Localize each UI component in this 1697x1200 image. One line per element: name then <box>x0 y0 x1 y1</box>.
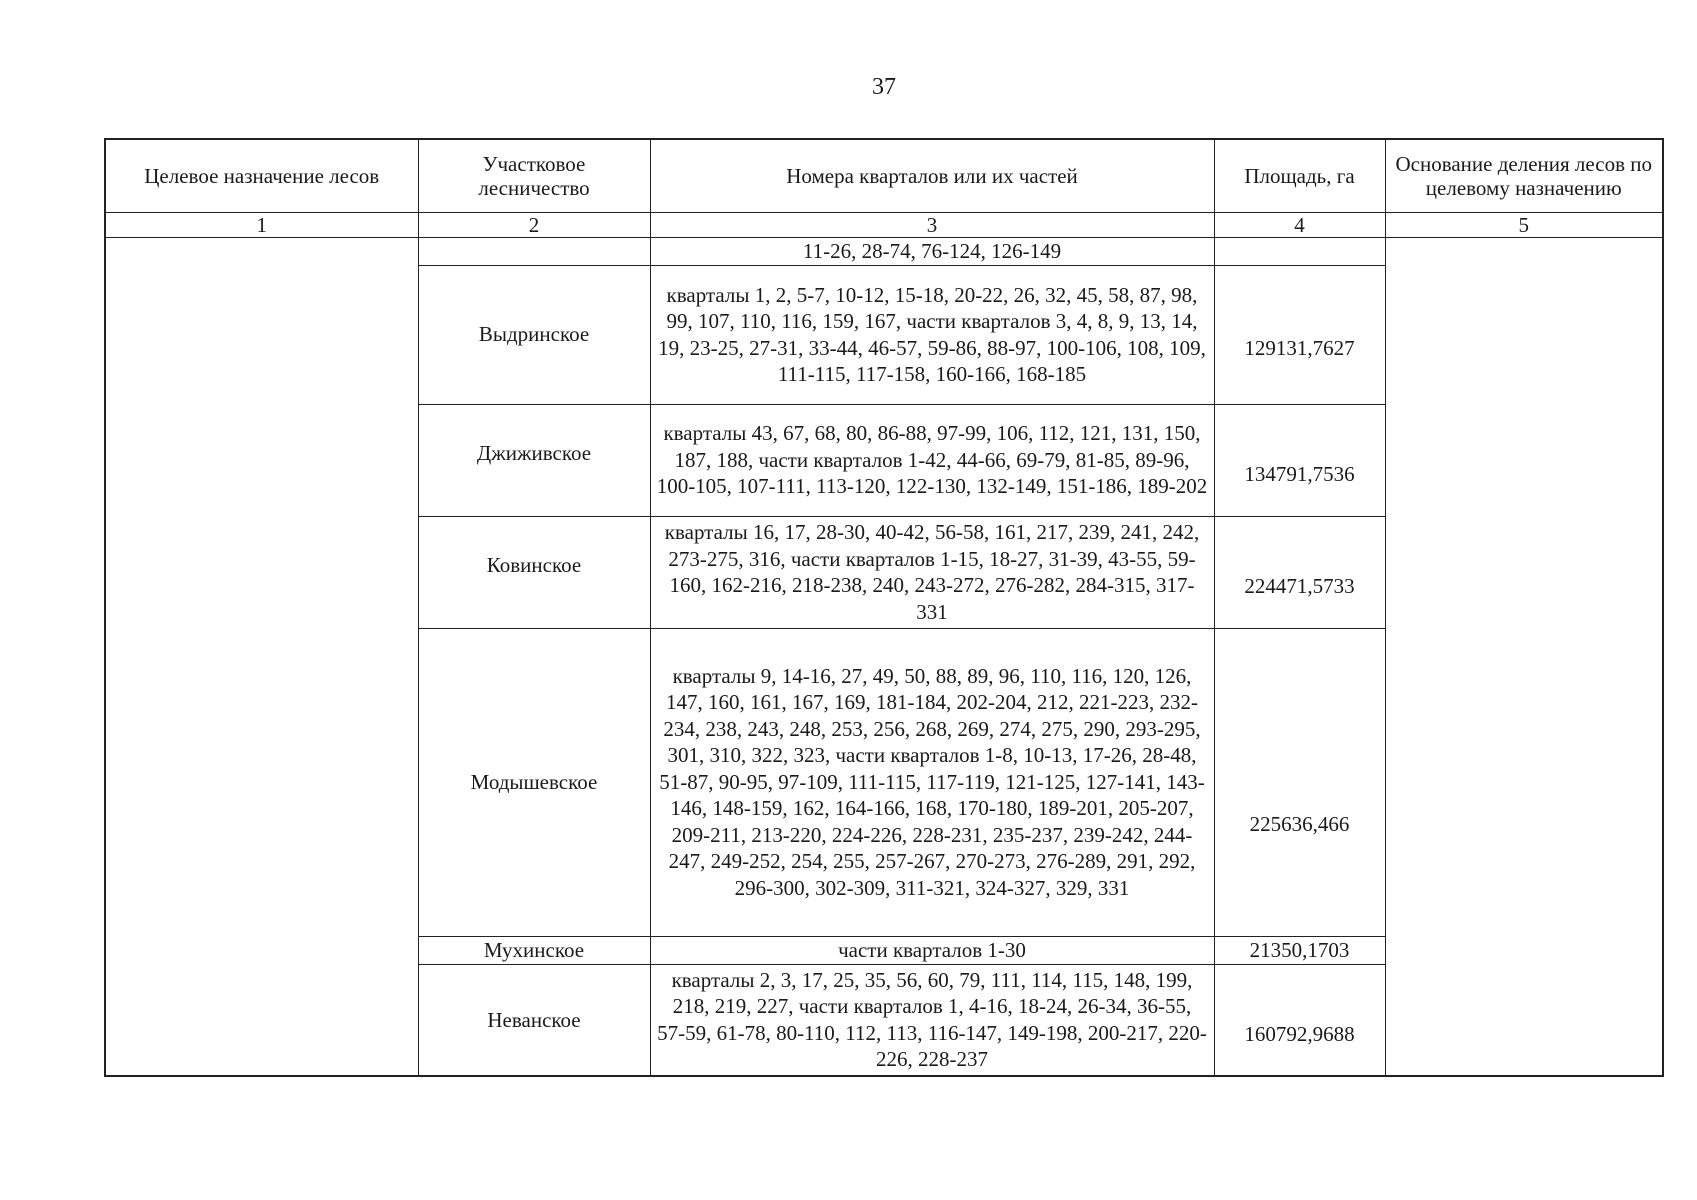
quarters-cell: кварталы 43, 67, 68, 80, 86-88, 97-99, 106, 112, 121, 131, 150, 187, 188, части кварталов 1-42, 44-66, 69-79, 81-85, 89-96, 100-105, 107-111, 113-120, 122-130, 132-149, 151-186, 189-202 <box>650 404 1214 516</box>
area-cell <box>1214 238 1385 266</box>
header-forestry: Участковое лесничество <box>418 139 650 213</box>
column-number-5: 5 <box>1385 213 1663 238</box>
basis-cell <box>1385 238 1663 1077</box>
forest-purpose-table <box>104 138 1664 1077</box>
forestry-cell <box>418 238 650 266</box>
area-cell: 129131,7627 <box>1214 265 1385 404</box>
quarters-cell: кварталы 2, 3, 17, 25, 35, 56, 60, 79, 111, 114, 115, 148, 199, 218, 219, 227, части кварталов 1, 4-16, 18-24, 26-34, 36-55, 57-59, 61-78, 80-110, 112, 113, 116-147, 149-198, 200-217, 220-226, 228-237 <box>650 964 1214 1076</box>
forestry-cell: Модышевское <box>418 628 650 936</box>
area-cell: 160792,9688 <box>1214 964 1385 1076</box>
table-row <box>105 238 1663 266</box>
area-cell: 225636,466 <box>1214 628 1385 936</box>
quarters-cell: кварталы 1, 2, 5-7, 10-12, 15-18, 20-22, 26, 32, 45, 58, 87, 98, 99, 107, 110, 116, 159, 167, части кварталов 3, 4, 8, 9, 13, 14, 19, 23-25, 27-31, 33-44, 46-57, 59-86, 88-97, 100-106, 108, 109, 111-115, 117-158, 160-166, 168-185 <box>650 265 1214 404</box>
area-cell: 134791,7536 <box>1214 404 1385 516</box>
forestry-cell: Ковинское <box>418 516 650 628</box>
header-basis: Основание деления лесов по целевому назначению <box>1385 139 1663 213</box>
area-cell: 224471,5733 <box>1214 516 1385 628</box>
forestry-cell: Выдринское <box>418 265 650 404</box>
quarters-cell: кварталы 16, 17, 28-30, 40-42, 56-58, 161, 217, 239, 241, 242, 273-275, 316, части кварталов 1-15, 18-27, 31-39, 43-55, 59-160, 162-216, 218-238, 240, 243-272, 276-282, 284-315, 317-331 <box>650 516 1214 628</box>
header-area: Площадь, га <box>1214 139 1385 213</box>
page-number: 37 <box>872 74 896 100</box>
header-row <box>105 139 1663 213</box>
area-cell: 21350,1703 <box>1214 936 1385 964</box>
quarters-cell: части кварталов 1-30 <box>650 936 1214 964</box>
quarters-cell: 11-26, 28-74, 76-124, 126-149 <box>650 238 1214 266</box>
forestry-cell: Мухинское <box>418 936 650 964</box>
column-number-row <box>105 213 1663 238</box>
forestry-cell: Неванское <box>418 964 650 1076</box>
purpose-cell <box>105 238 418 1077</box>
column-number-2: 2 <box>418 213 650 238</box>
column-number-4: 4 <box>1214 213 1385 238</box>
header-purpose: Целевое назначение лесов <box>105 139 418 213</box>
column-number-1: 1 <box>105 213 418 238</box>
quarters-cell: кварталы 9, 14-16, 27, 49, 50, 88, 89, 96, 110, 116, 120, 126, 147, 160, 161, 167, 169, 181-184, 202-204, 212, 221-223, 232-234, 238, 243, 248, 253, 256, 268, 269, 274, 275, 290, 293-295, 301, 310, 322, 323, части кварталов 1-8, 10-13, 17-26, 28-48, 51-87, 90-95, 97-109, 111-115, 117-119, 121-125, 127-141, 143-146, 148-159, 162, 164-166, 168, 170-180, 189-201, 205-207, 209-211, 213-220, 224-226, 228-231, 235-237, 239-242, 244-247, 249-252, 254, 255, 257-267, 270-273, 276-289, 291, 292, 296-300, 302-309, 311-321, 324-327, 329, 331 <box>650 628 1214 936</box>
header-quarters: Номера кварталов или их частей <box>650 139 1214 213</box>
forestry-cell: Джиживское <box>418 404 650 516</box>
column-number-3: 3 <box>650 213 1214 238</box>
